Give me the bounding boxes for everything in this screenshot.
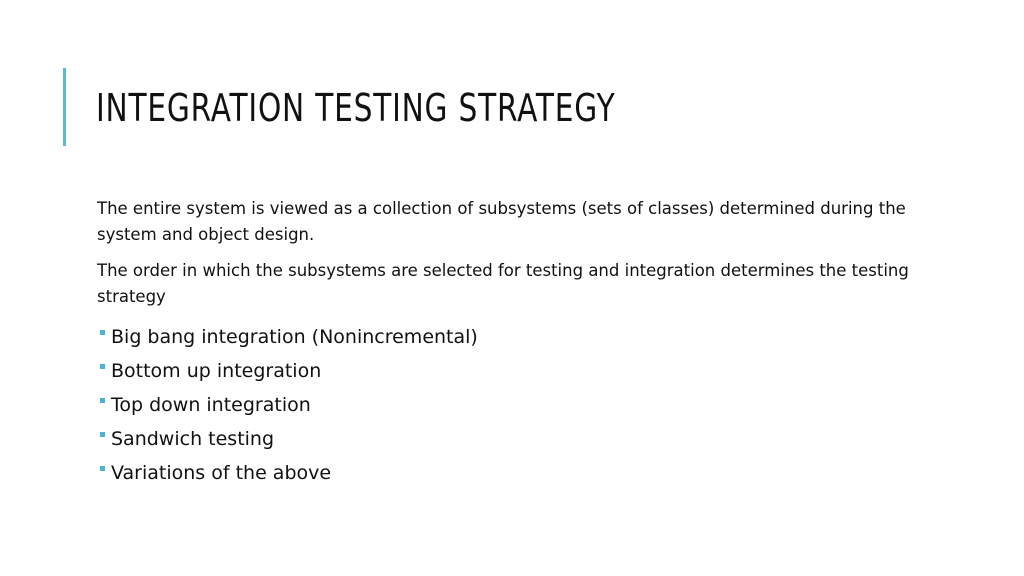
paragraph-order: The order in which the subsystems are selected for testing and integration determines the testing strategy <box>97 261 909 306</box>
square-bullet-icon <box>100 330 105 335</box>
list-item <box>97 320 917 354</box>
list-item <box>97 456 917 490</box>
list-item-label: Big bang integration (Nonincremental) <box>111 326 478 348</box>
list-item-label: Bottom up integration <box>111 360 322 382</box>
list-item-label: Variations of the above <box>111 462 332 484</box>
list-item <box>97 388 917 422</box>
square-bullet-icon <box>100 364 105 369</box>
list-item-label: Top down integration <box>111 394 311 416</box>
square-bullet-icon <box>100 466 105 471</box>
strategy-list <box>97 320 917 490</box>
square-bullet-icon <box>100 432 105 437</box>
list-item-label: Sandwich testing <box>111 428 275 450</box>
list-item <box>97 354 917 388</box>
title-accent-bar <box>63 68 66 146</box>
paragraph-subsystems: The entire system is viewed as a collection of subsystems (sets of classes) determined during the system and object design. <box>97 199 906 244</box>
square-bullet-icon <box>100 398 105 403</box>
slide-title: INTEGRATION TESTING STRATEGY <box>96 86 616 130</box>
slide-body <box>97 196 917 490</box>
list-item <box>97 422 917 456</box>
